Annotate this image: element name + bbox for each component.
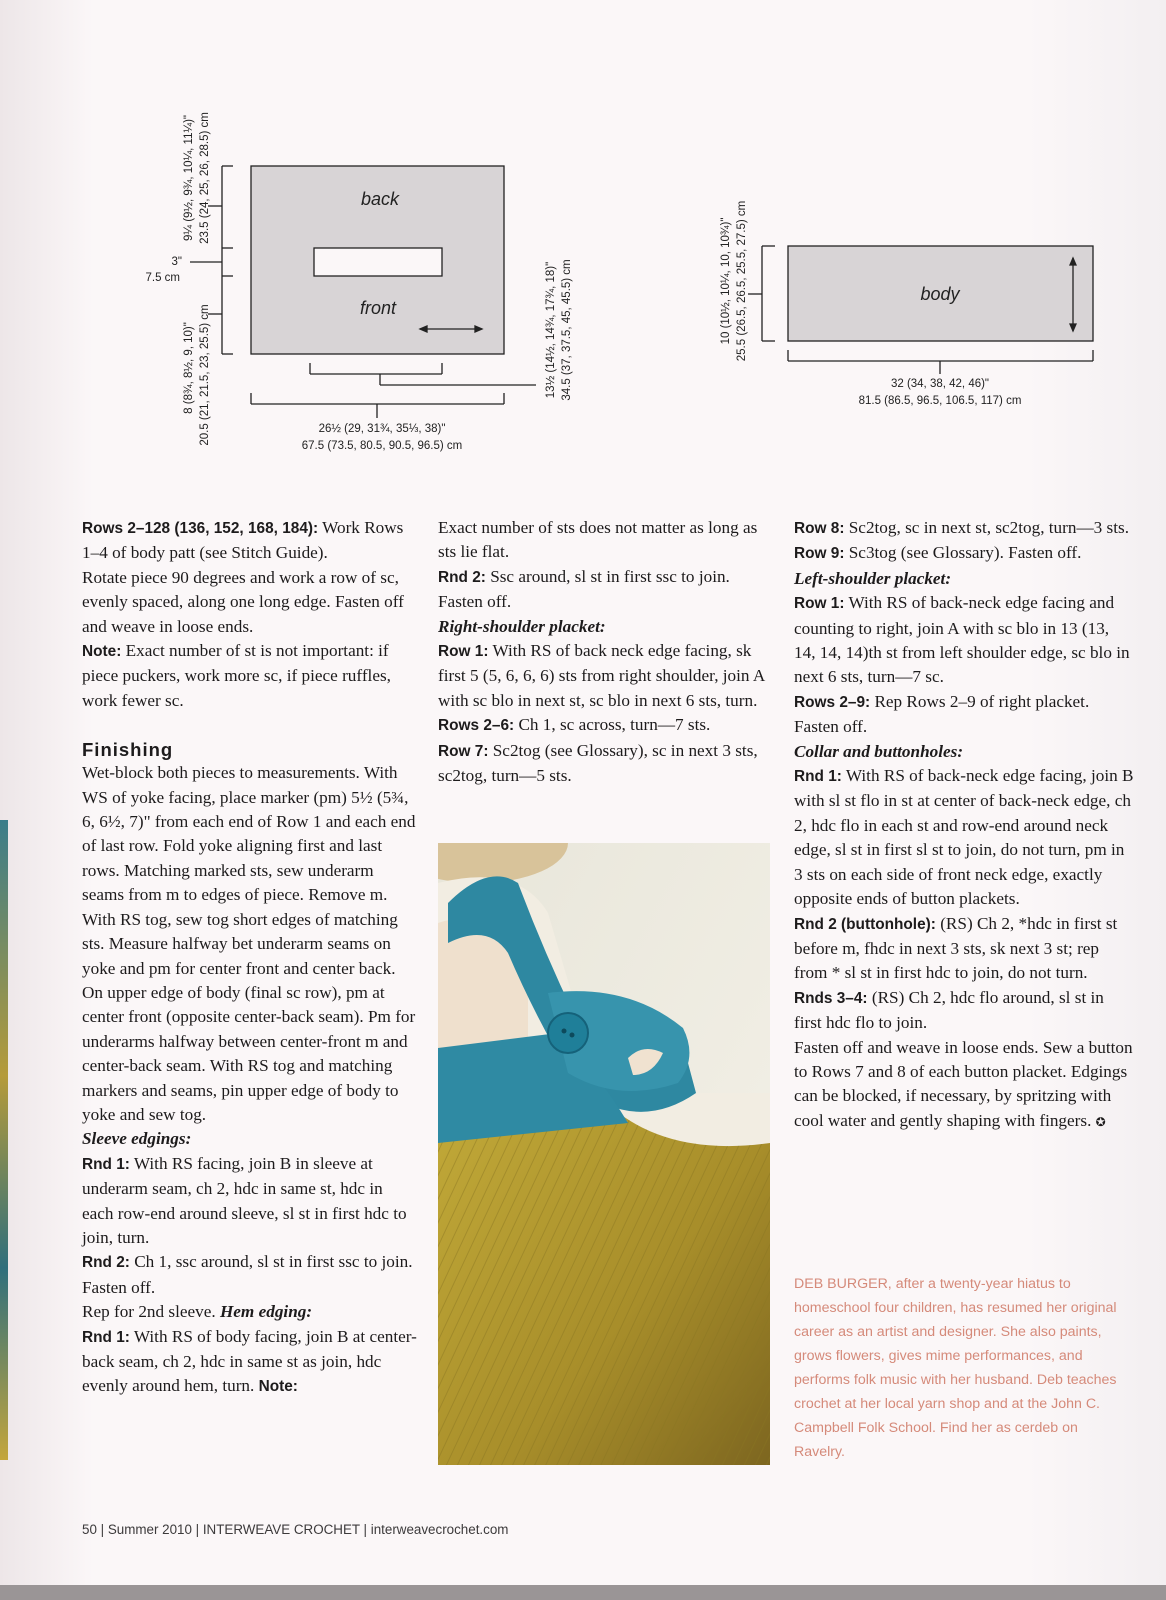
rnd2-text: Ch 1, ssc around, sl st in first ssc to join. Fasten off.: [82, 1252, 413, 1297]
sleeve-rnd-1: [82, 1152, 418, 1251]
schematic-diagrams: [0, 0, 1166, 480]
paragraph-exact: Exact number of sts does not matter as long as sts lie flat.: [438, 518, 758, 562]
collar-rnd-2: [794, 912, 1134, 986]
rows29-label: Rows 2–9:: [794, 693, 871, 711]
paragraph-finishing: Wet-block both pieces to measurements. With WS of yoke facing, place marker (pm) 5½ (5¾, 6, 6½, 7)" from each end of Row 1 and each end of last row. Fold yoke aligning first and last rows. Matching marked sts, sew underarm seams from m to edges of piece. Remove m. With RS tog, sew tog short edges of matching sts. Measure halfway bet underarm seams on yoke and pm for center front and center back. On upper edge of body (final sc row), pm at center front (opposite center-back seam). Pm for underarms halfway between center-front m and center-back seam. With RS tog and matching markers and seams, pin upper edge of body to yoke and sew tog.: [82, 763, 416, 1124]
placket-rows-2-6: [438, 713, 772, 738]
body-label: body: [920, 284, 960, 304]
row8-text: Sc2tog, sc in next st, sc2tog, turn—3 sts.: [844, 518, 1129, 537]
width-in: 26½ (29, 31¾, 35⅓, 38)": [318, 423, 446, 435]
sleeve-rnd-2: [82, 1250, 418, 1300]
bottom-height-cm: 20.5 (21, 21.5, 23, 25.5) cm: [199, 304, 211, 446]
half-width-in: 13½ (14½, 14¾, 17¾, 18)": [545, 261, 557, 399]
rnd1-label: Rnd 1:: [82, 1155, 130, 1173]
adjacent-page-edge: [0, 820, 8, 1460]
hem-rnd-1: [82, 1325, 418, 1400]
rnd2-label: Rnd 2:: [82, 1254, 130, 1272]
hem-edging-subheading: Hem edging:: [219, 1302, 313, 1322]
neck-gap-cm: 7.5 cm: [145, 272, 180, 284]
collar-rnd1-text: With RS of back-neck edge facing, join B with sl st flo in st at center of back-neck edge, ch 2, hdc flo in each st and row-end around neck edge, sl st in first sl st to join, do not turn, pm in 3 sts on each side of front neck edge, exactly opposite ends of button plackets.: [794, 766, 1134, 909]
column-3: [794, 516, 1134, 1134]
body-width-in: 32 (34, 38, 42, 46)": [890, 378, 990, 390]
rep-text: Rep for 2nd sleeve.: [82, 1302, 220, 1322]
paragraph-rows: [82, 516, 418, 566]
collar-rnd2-label: Rnd 2 (buttonhole):: [794, 915, 936, 933]
paragraph-rotate: Rotate piece 90 degrees and work a row of sc, evenly spaced, along one long edge. Fasten off and weave in loose ends.: [82, 567, 404, 636]
end-mark-icon: ✪: [1095, 1114, 1106, 1129]
bottom-height-in: 8 (8¾, 8½, 9, 10)": [183, 322, 195, 414]
row7-text: Sc2tog (see Glossary), sc in next 3 sts, sc2tog, turn—5 sts.: [438, 740, 758, 786]
rows-text: Work Rows 1–4 of body patt (see Stitch Guide).: [82, 518, 404, 563]
scan-bottom-edge: [0, 1585, 1166, 1600]
hem-note-label: Note:: [258, 1378, 298, 1396]
row9-label: Row 9:: [794, 545, 845, 563]
placket-row-7: [438, 739, 772, 789]
designer-bio: DEB BURGER, after a twenty-year hiatus to homeschool four children, has resumed her original career as an artist and designer. She also paints, grows flowers, gives mime performances, and performs folk music with her husband. Deb teaches crochet at her local yarn shop and at the John C. Campbell Folk School. Find her as cerdeb on Ravelry.: [794, 1276, 1117, 1460]
rows29-text: Rep Rows 2–9 of right placket. Fasten off.: [794, 691, 1090, 737]
rows26-text: Ch 1, sc across, turn—7 sts.: [514, 715, 711, 735]
collar-rnds-3-4: [794, 986, 1134, 1036]
row1-text: With RS of back neck edge facing, sk first 5 (5, 6, 6, 6) sts from right shoulder, join A with sc blo in next st, sc blo in next 6 sts, turn.: [438, 641, 765, 710]
sleeve-edgings-subheading: Sleeve edgings:: [82, 1129, 192, 1149]
placket-row-1: [438, 639, 772, 713]
left-placket-row-1: [794, 591, 1134, 690]
hem-rnd1-label: Rnd 1:: [82, 1328, 130, 1346]
placket-row-9: [794, 541, 1134, 566]
neck-gap-in: 3": [171, 256, 182, 268]
page-footer: 50 | Summer 2010 | INTERWEAVE CROCHET | interweavecrochet.com: [82, 1522, 509, 1537]
back-label: back: [360, 189, 400, 209]
top-height-cm: 23.5 (24, 25, 26, 28.5) cm: [199, 112, 211, 244]
collar-rnd2-text: (RS) Ch 2, *hdc in first st before m, fhdc in next 3 sts, sk next 3 st; rep from * sl st in first hdc to join, do not turn.: [794, 913, 1118, 983]
left-row1-label: Row 1:: [794, 595, 845, 613]
paragraph-note: [82, 639, 418, 713]
collar-rnd34-label: Rnds 3–4:: [794, 989, 868, 1007]
body-width-cm: 81.5 (86.5, 96.5, 106.5, 117) cm: [858, 395, 1022, 407]
collar-subheading: Collar and buttonholes:: [794, 741, 964, 761]
collar-rnd1-label: Rnd 1:: [794, 768, 842, 786]
body-height-in: 10 (10½, 10¼, 10, 10¾)": [720, 217, 732, 345]
placket-row-8: [794, 516, 1134, 541]
collar-rnd-1: [794, 764, 1134, 911]
paragraph-rep: [82, 1300, 418, 1324]
row1-label: Row 1:: [438, 643, 489, 661]
hem-rnd2-label: Rnd 2:: [438, 568, 486, 586]
finishing-heading: Finishing: [82, 739, 174, 761]
top-height-in: 9¼ (9½, 9¾, 10¼, 11¼)": [183, 115, 195, 241]
row7-label: Row 7:: [438, 742, 489, 760]
row9-text: Sc3tog (see Glossary). Fasten off.: [844, 543, 1082, 563]
left-shoulder-placket-subheading: Left-shoulder placket:: [794, 568, 952, 588]
row8-label: Row 8:: [794, 520, 845, 537]
half-width-cm: 34.5 (37, 37.5, 45, 45.5) cm: [561, 259, 573, 401]
column-1: [82, 516, 418, 1400]
left-row1-text: With RS of back-neck edge facing and counting to right, join A with sc blo in 13 (13, 14, 14, 14)th st from left shoulder edge, sc blo in next 6 sts, turn—7 sc.: [794, 593, 1130, 687]
rows-label: Rows 2–128 (136, 152, 168, 184):: [82, 520, 319, 537]
note-text: Exact number of st is not important: if piece puckers, work more sc, if piece ruffles, work fewer sc.: [82, 641, 391, 710]
right-shoulder-placket-subheading: Right-shoulder placket:: [438, 616, 606, 636]
body-height-cm: 25.5 (26.5, 26.5, 25.5, 27.5) cm: [736, 200, 748, 362]
sweater-photo: [438, 843, 770, 1465]
neck-opening-rect: [314, 248, 442, 276]
hem-rnd1-text: With RS of body facing, join B at center-back seam, ch 2, hdc in same st as join, hdc evenly around hem, turn.: [82, 1326, 417, 1396]
paragraph-fasten-off: [794, 1036, 1134, 1135]
collar-rnd34-text: (RS) Ch 2, hdc flo around, sl st in first hdc flo to join.: [794, 987, 1104, 1033]
left-placket-rows-2-9: [794, 690, 1134, 740]
rows26-label: Rows 2–6:: [438, 717, 515, 735]
front-label: front: [359, 298, 397, 318]
width-cm: 67.5 (73.5, 80.5, 90.5, 96.5) cm: [301, 440, 463, 452]
note-label: Note:: [82, 643, 122, 661]
hem-rnd-2: [438, 565, 772, 615]
rnd1-text: With RS facing, join B in sleeve at underarm seam, ch 2, hdc in same st, hdc in each row-end around sleeve, sl st in first hdc to join, turn.: [82, 1153, 407, 1247]
fasten-off-text: Fasten off and weave in loose ends. Sew a button to Rows 7 and 8 of each button placket. Edgings can be blocked, if necessary, by spritzing with cool water and gently shaping with fingers.: [794, 1037, 1133, 1130]
hem-rnd2-text: Ssc around, sl st in first ssc to join. Fasten off.: [438, 566, 730, 612]
column-2: [438, 516, 772, 788]
